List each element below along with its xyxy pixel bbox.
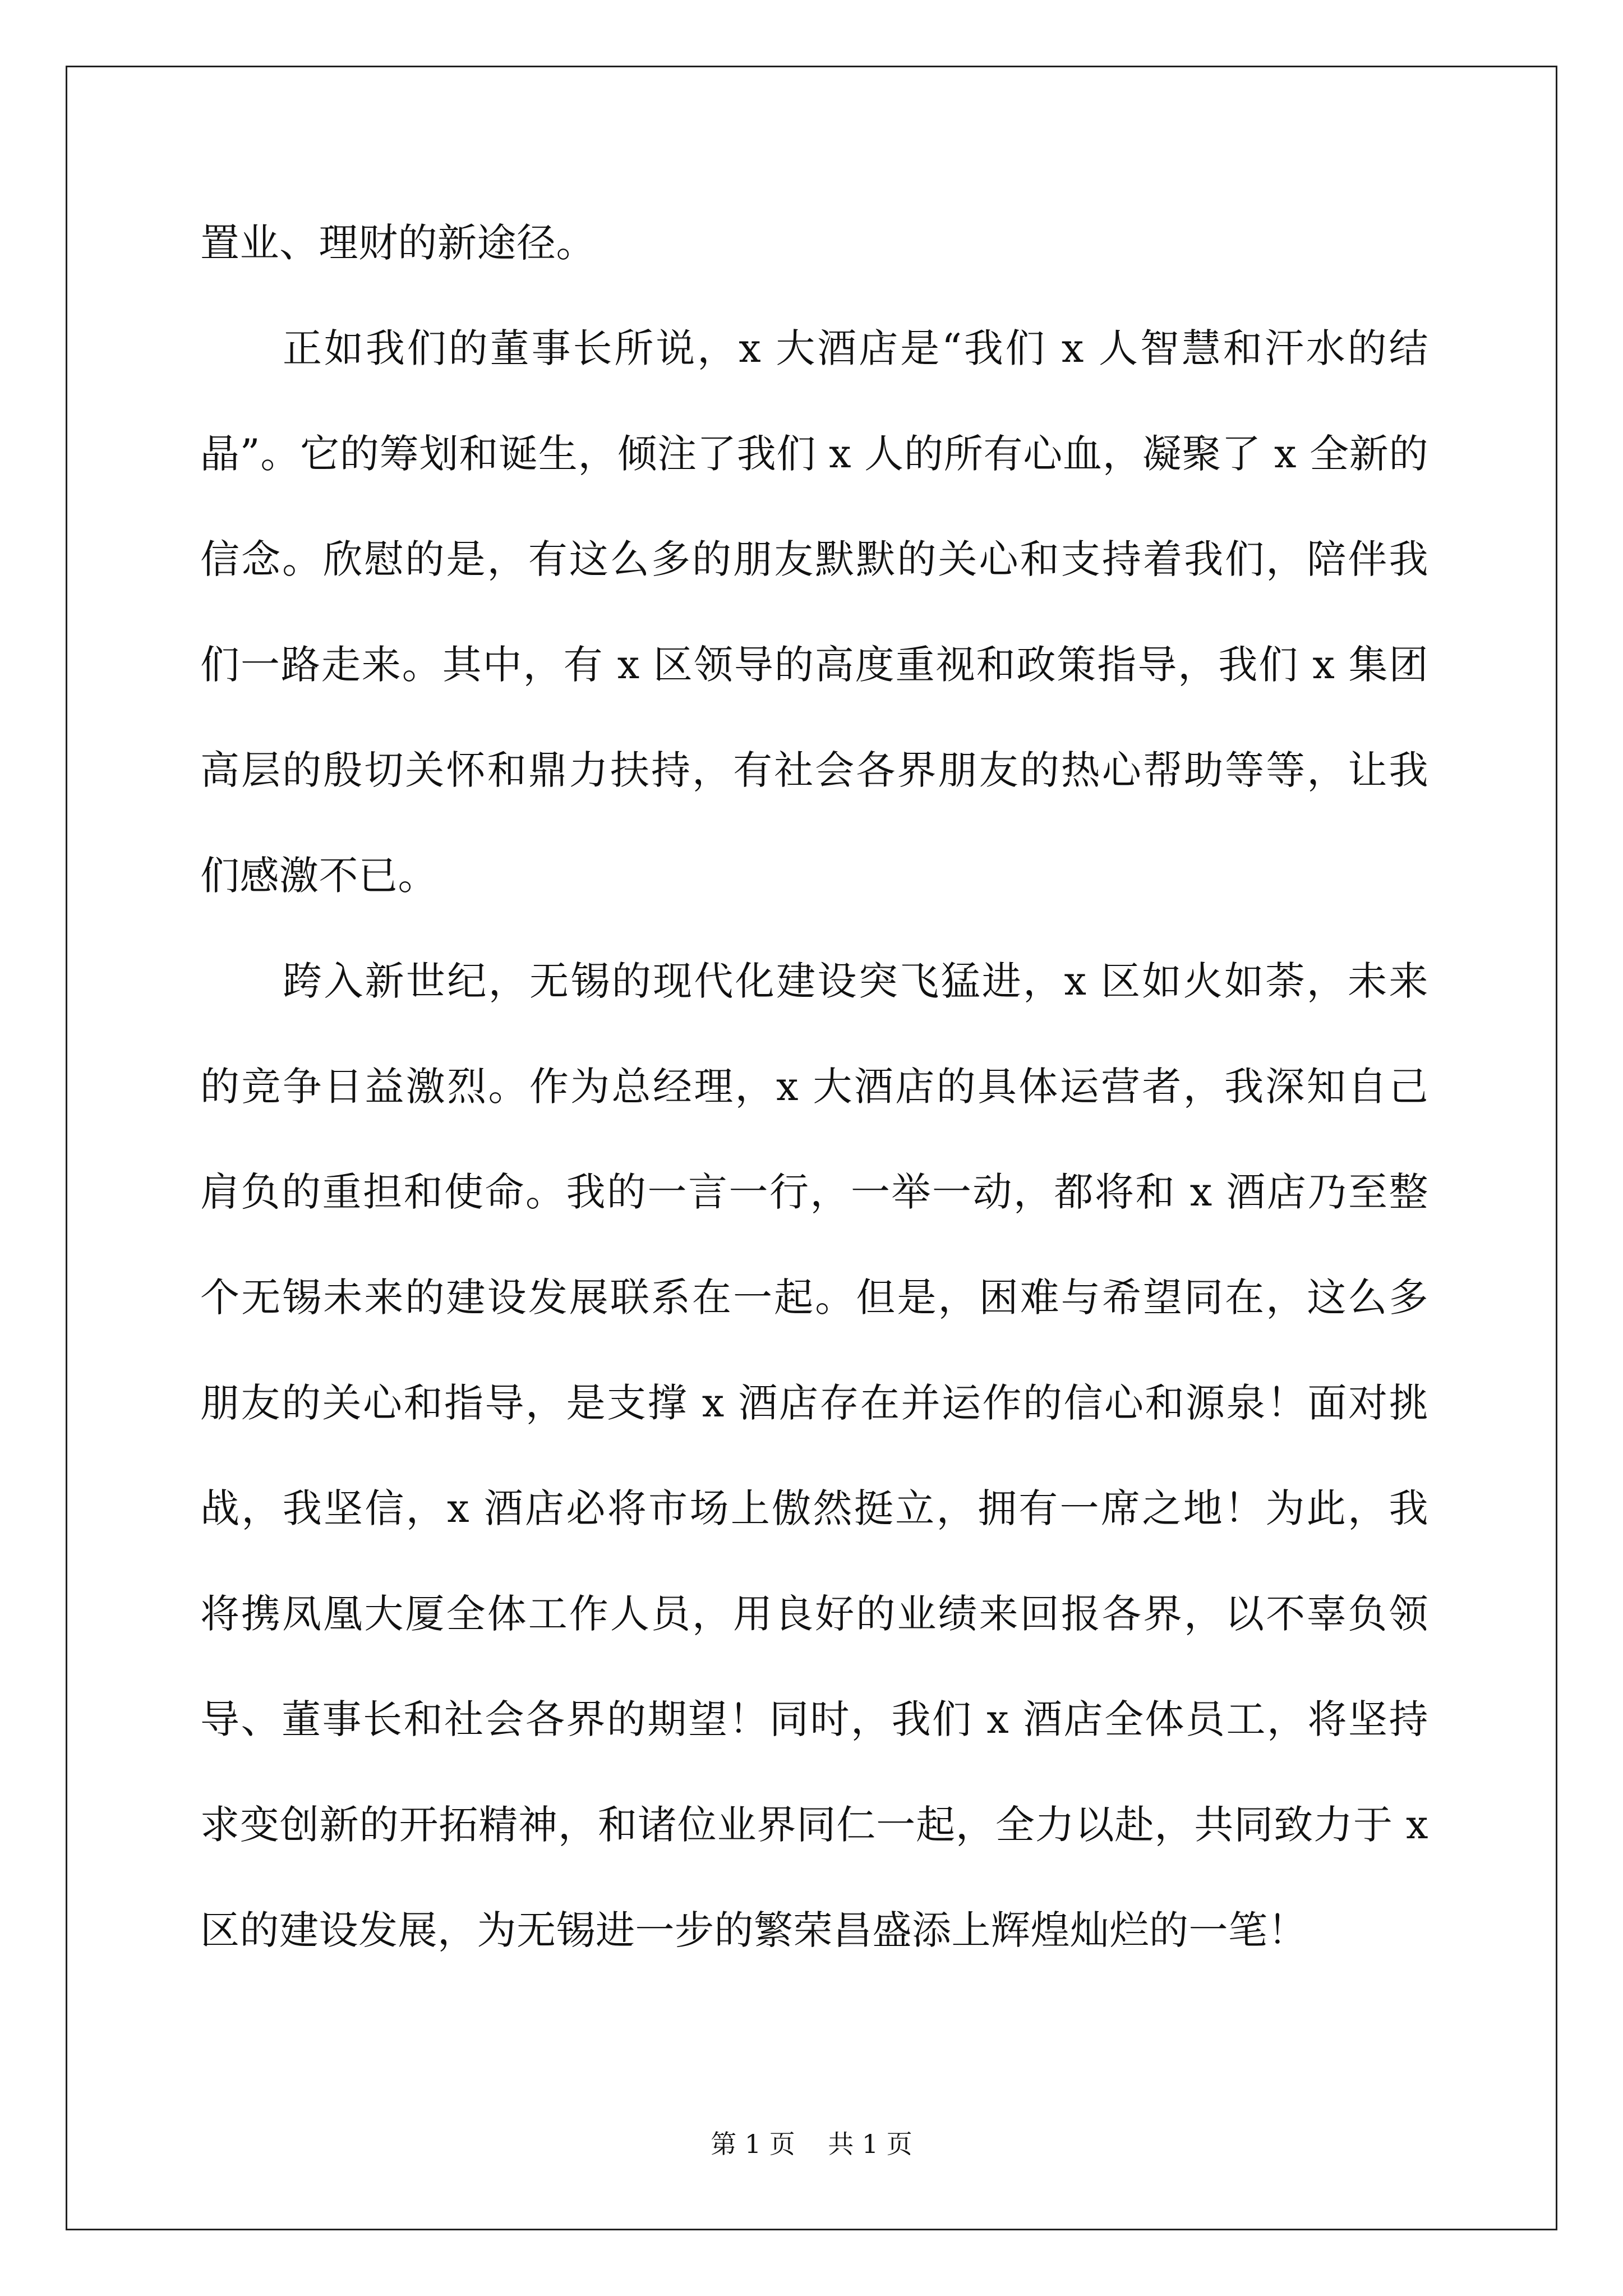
text-line-15: 导、董事长和社会各界的期望！同时，我们 x 酒店全体员工，将坚持 bbox=[200, 1696, 1428, 1742]
text-line-10: 肩负的重担和使命。我的一言一行，一举一动，都将和 x 酒店乃至整 bbox=[200, 1169, 1428, 1215]
text-line-2: 正如我们的董事长所说，x 大酒店是“我们 x 人智慧和汗水的结 bbox=[283, 325, 1428, 371]
text-line-1: 置业、理财的新途径。 bbox=[200, 220, 596, 266]
text-line-3: 晶”。它的筹划和诞生，倾注了我们 x 人的所有心血，凝聚了 x 全新的 bbox=[200, 431, 1428, 477]
text-line-13: 战，我坚信，x 酒店必将市场上傲然挺立，拥有一席之地！为此，我 bbox=[200, 1485, 1428, 1531]
text-line-11: 个无锡未来的建设发展联系在一起。但是，困难与希望同在，这么多 bbox=[200, 1274, 1428, 1320]
text-line-5: 们一路走来。其中，有 x 区领导的高度重视和政策指导，我们 x 集团 bbox=[200, 642, 1428, 688]
text-line-14: 将携凤凰大厦全体工作人员，用良好的业绩来回报各界，以不辜负领 bbox=[200, 1591, 1428, 1637]
text-line-7: 们感激不已。 bbox=[200, 853, 437, 899]
text-line-16: 求变创新的开拓精神，和诸位业界同仁一起，全力以赴，共同致力于 x bbox=[200, 1802, 1428, 1848]
text-line-9: 的竞争日益激烈。作为总经理，x 大酒店的具体运营者，我深知自己 bbox=[200, 1064, 1428, 1110]
page-footer bbox=[0, 2127, 1623, 2161]
text-line-8: 跨入新世纪，无锡的现代化建设突飞猛进，x 区如火如荼，未来 bbox=[283, 958, 1428, 1004]
text-line-6: 高层的殷切关怀和鼎力扶持，有社会各界朋友的热心帮助等等，让我 bbox=[200, 747, 1428, 793]
text-line-17: 区的建设发展，为无锡进一步的繁荣昌盛添上辉煌灿烂的一笔！ bbox=[200, 1907, 1307, 1953]
page-total: 共 1 页 bbox=[828, 2129, 912, 2159]
text-line-12: 朋友的关心和指导，是支撑 x 酒店存在并运作的信心和源泉！面对挑 bbox=[200, 1380, 1428, 1426]
page-number: 第 1 页 bbox=[711, 2129, 795, 2159]
text-line-4: 信念。欣慰的是，有这么多的朋友默默的关心和支持着我们，陪伴我 bbox=[200, 536, 1428, 582]
